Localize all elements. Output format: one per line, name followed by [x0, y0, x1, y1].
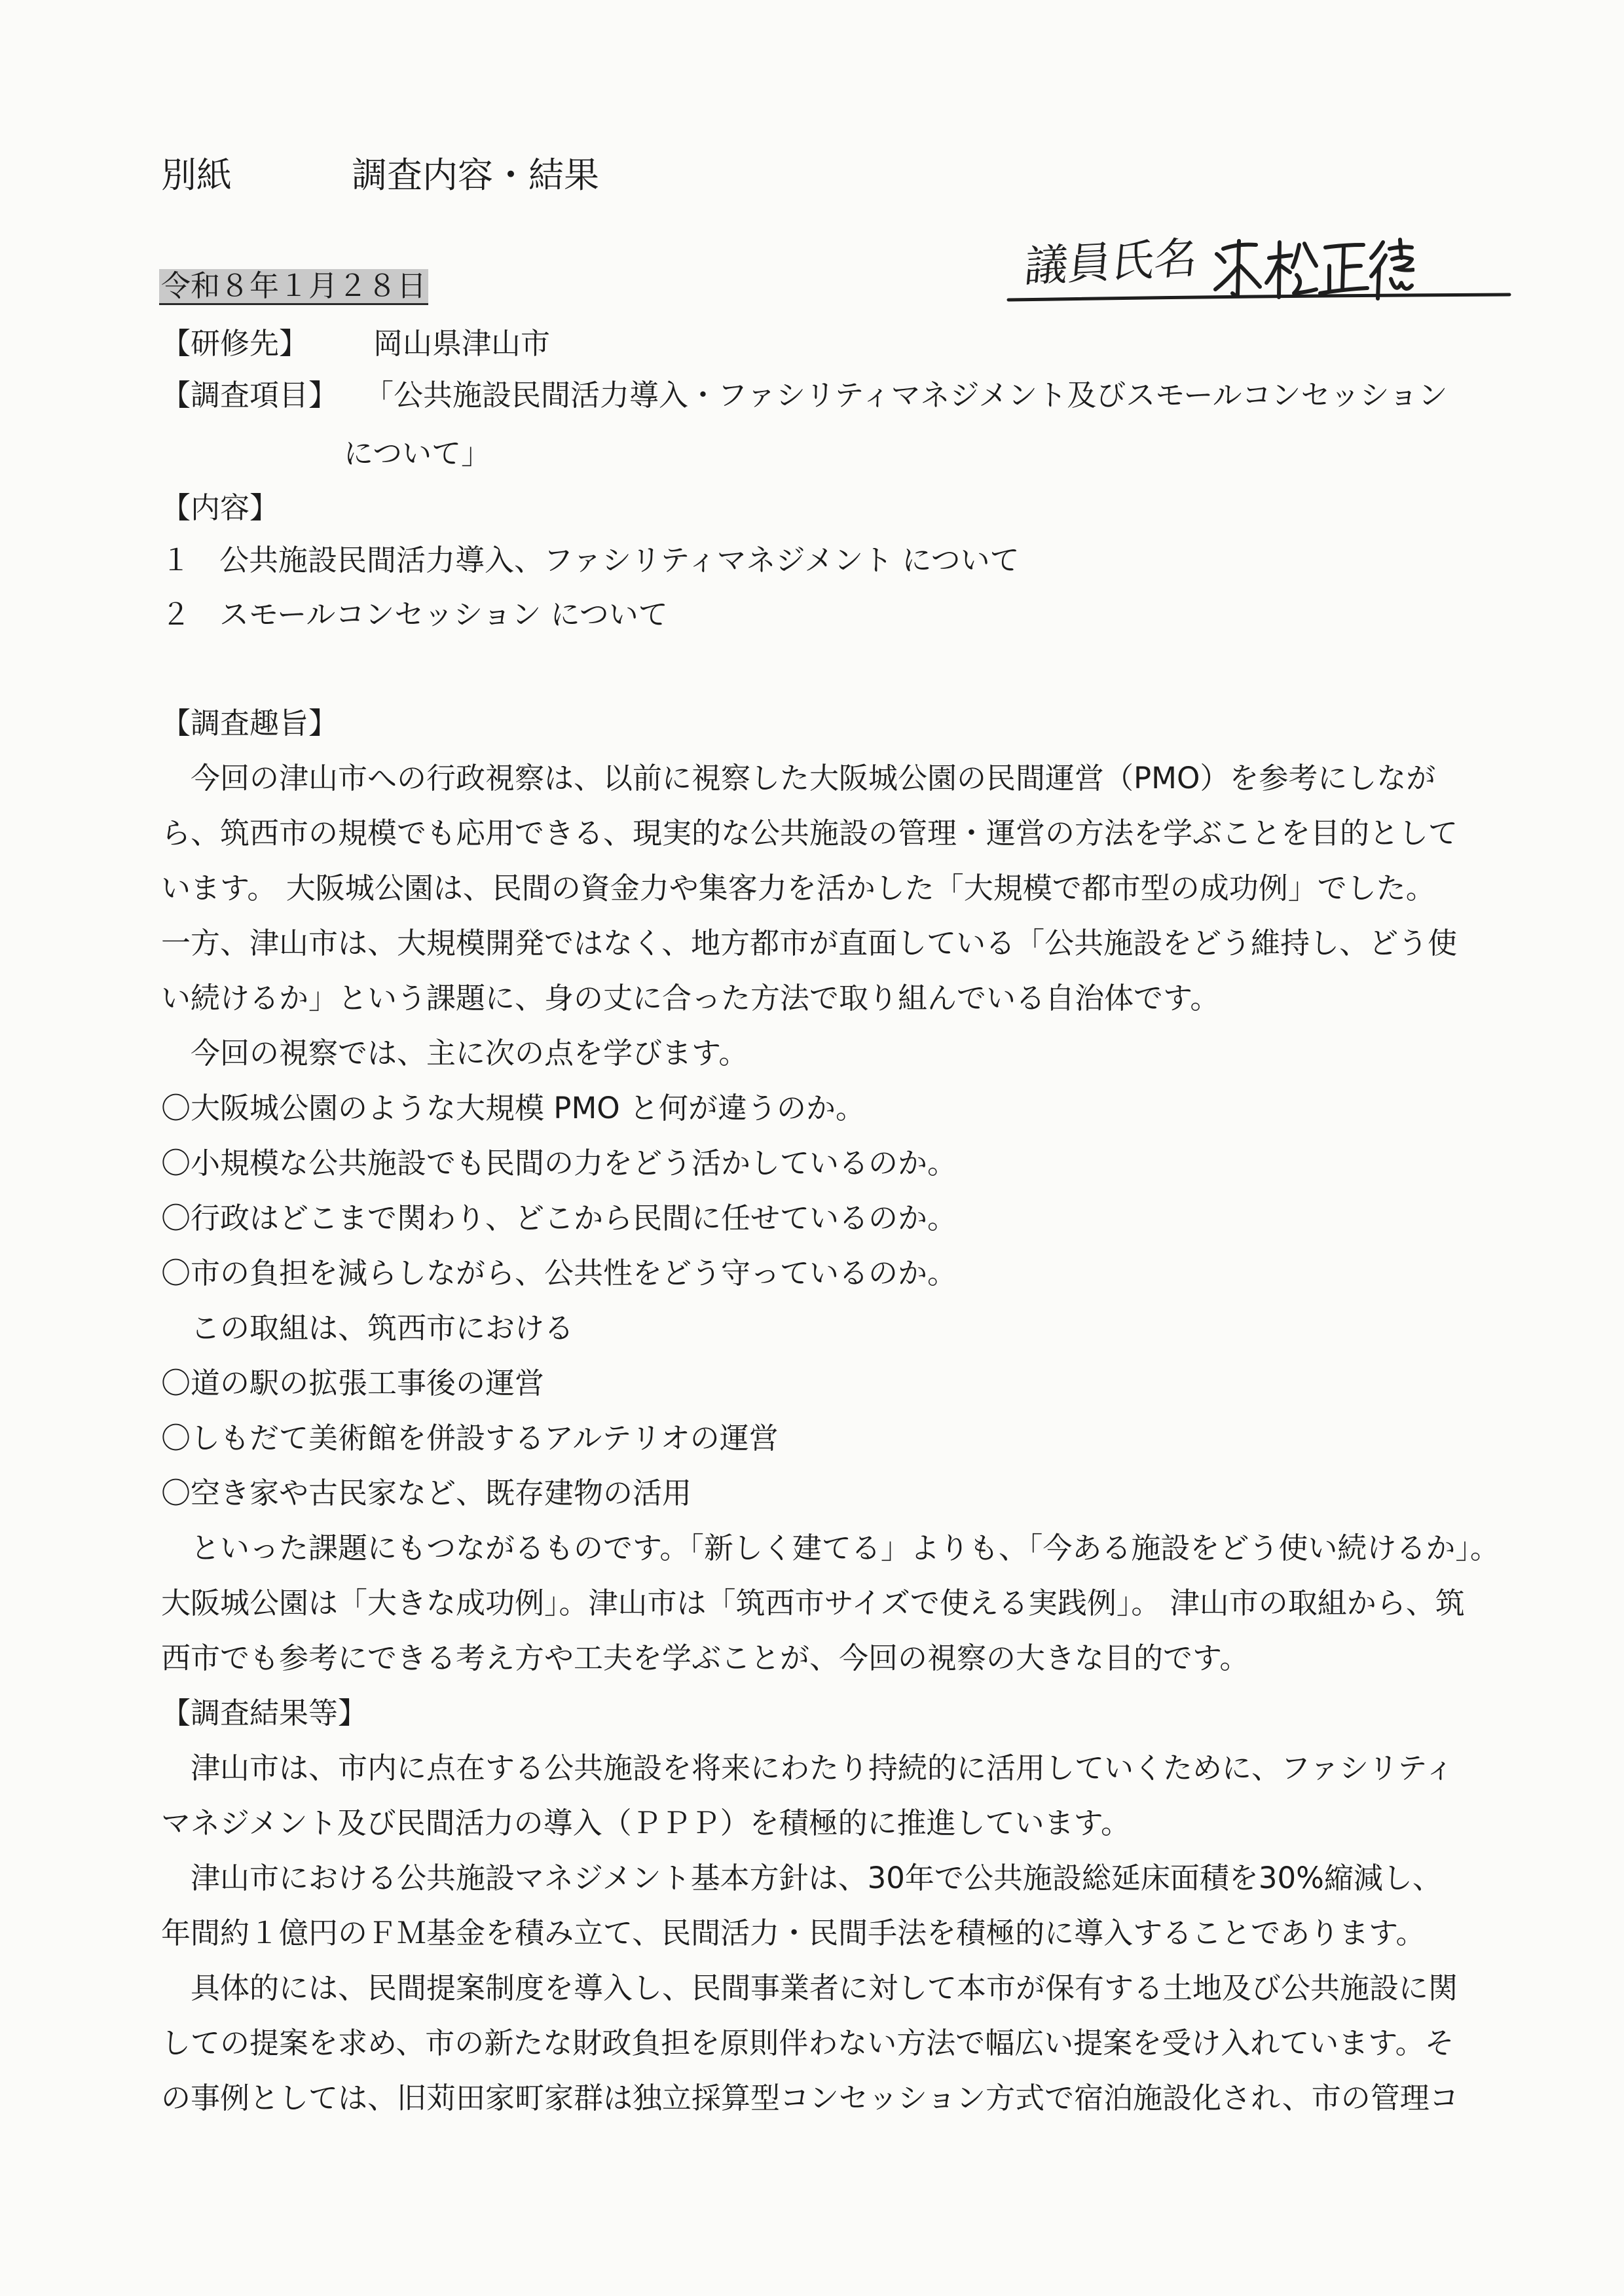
purpose-line: 今回の視察では、主に次の点を学びます。 — [191, 1036, 748, 1070]
results-line: しての提案を求め、市の新たな財政負担を原則伴わない方法で幅広い提案を受け入れています。そ — [161, 2026, 1454, 2060]
results-line: 具体的には、民間提案制度を導入し、民間事業者に対して本市が保有する土地及び公共施設に関 — [191, 1971, 1458, 2005]
purpose-bullet: 〇行政はどこまで関わり、どこから民間に任せているのか。 — [161, 1201, 957, 1235]
report-date: 令和８年１月２８日 — [159, 269, 428, 305]
purpose-bullet: 〇市の負担を減らしながら、公共性をどう守っているのか。 — [161, 1256, 957, 1290]
survey-items-label: 【調査項目】 — [161, 378, 339, 412]
results-heading: 【調査結果等】 — [161, 1696, 368, 1730]
purpose-line: います。 大阪城公園は、民間の資金力や集客力を活かした「大規模で都市型の成功例」でした。 — [161, 871, 1435, 905]
signature-underline — [1002, 288, 1519, 308]
purpose-bullet: 〇大阪城公園のような大規模 PMO と何が違うのか。 — [161, 1091, 865, 1125]
results-line: 津山市における公共施設マネジメント基本方針は、30年で公共施設総延床面積を30%縮減し、 — [191, 1861, 1442, 1895]
training-destination-label: 【研修先】 — [161, 326, 309, 361]
page-title: 調査内容・結果 — [352, 155, 599, 196]
contents-label: 【内容】 — [161, 490, 280, 525]
purpose-line: い続けるか」という課題に、身の丈に合った方法で取り組んでいる自治体です。 — [161, 981, 1220, 1015]
purpose-line: 今回の津山市への行政視察は、以前に視察した大阪城公園の民間運営（PMO）を参考にしなが — [191, 761, 1436, 795]
contents-item-text: スモールコンセッション について — [219, 597, 668, 632]
results-line: マネジメント及び民間活力の導入（ＰＰＰ）を積極的に推進しています。 — [161, 1806, 1131, 1840]
purpose-line: 一方、津山市は、大規模開発ではなく、地方都市が直面している「公共施設をどう維持し、どう使 — [161, 926, 1458, 960]
results-line: の事例としては、旧苅田家町家群は独立採算型コンセッション方式で宿泊施設化され、市の管理コ — [161, 2081, 1459, 2115]
attachment-label: 別紙 — [161, 155, 232, 196]
purpose-line: 西市でも参考にできる考え方や工夫を学ぶことが、今回の視察の大きな目的です。 — [161, 1641, 1249, 1675]
purpose-bullet: 〇道の駅の拡張工事後の運営 — [161, 1366, 545, 1400]
contents-item-text: 公共施設民間活力導入、ファシリティマネジメント について — [219, 543, 1020, 577]
signature-label: 議員氏名 — [1022, 232, 1200, 293]
survey-items-line: 「公共施設民間活力導入・ファシリティマネジメント及びスモールコンセッション — [364, 378, 1448, 412]
survey-items-line: について」 — [344, 436, 491, 471]
contents-item-number: １ — [161, 543, 191, 577]
results-line: 津山市は、市内に点在する公共施設を将来にわたり持続的に活用していくために、ファシリティ — [191, 1751, 1454, 1785]
purpose-heading: 【調査趣旨】 — [161, 706, 339, 740]
purpose-line: ら、筑西市の規模でも応用できる、現実的な公共施設の管理・運営の方法を学ぶことを目的として — [161, 816, 1458, 850]
purpose-bullet: 〇しもだて美術館を併設するアルテリオの運営 — [161, 1421, 779, 1455]
purpose-line: この取組は、筑西市における — [191, 1311, 574, 1345]
purpose-bullet: 〇小規模な公共施設でも民間の力をどう活かしているのか。 — [161, 1146, 957, 1180]
purpose-line: といった課題にもつながるものです。「新しく建てる」よりも、「今ある施設をどう使い続けるか」。 — [191, 1531, 1500, 1565]
purpose-bullet: 〇空き家や古民家など、既存建物の活用 — [161, 1476, 692, 1510]
training-destination-value: 岡山県津山市 — [373, 326, 551, 361]
contents-item-number: ２ — [161, 597, 191, 632]
report-body — [161, 696, 1569, 2126]
purpose-line: 大阪城公園は「大きな成功例」。津山市は「筑西市サイズで使える実践例」。 津山市の取組から、筑 — [161, 1586, 1465, 1620]
results-line: 年間約１億円のＦＭ基金を積み立て、民間活力・民間手法を積極的に導入することであります。 — [161, 1916, 1426, 1950]
